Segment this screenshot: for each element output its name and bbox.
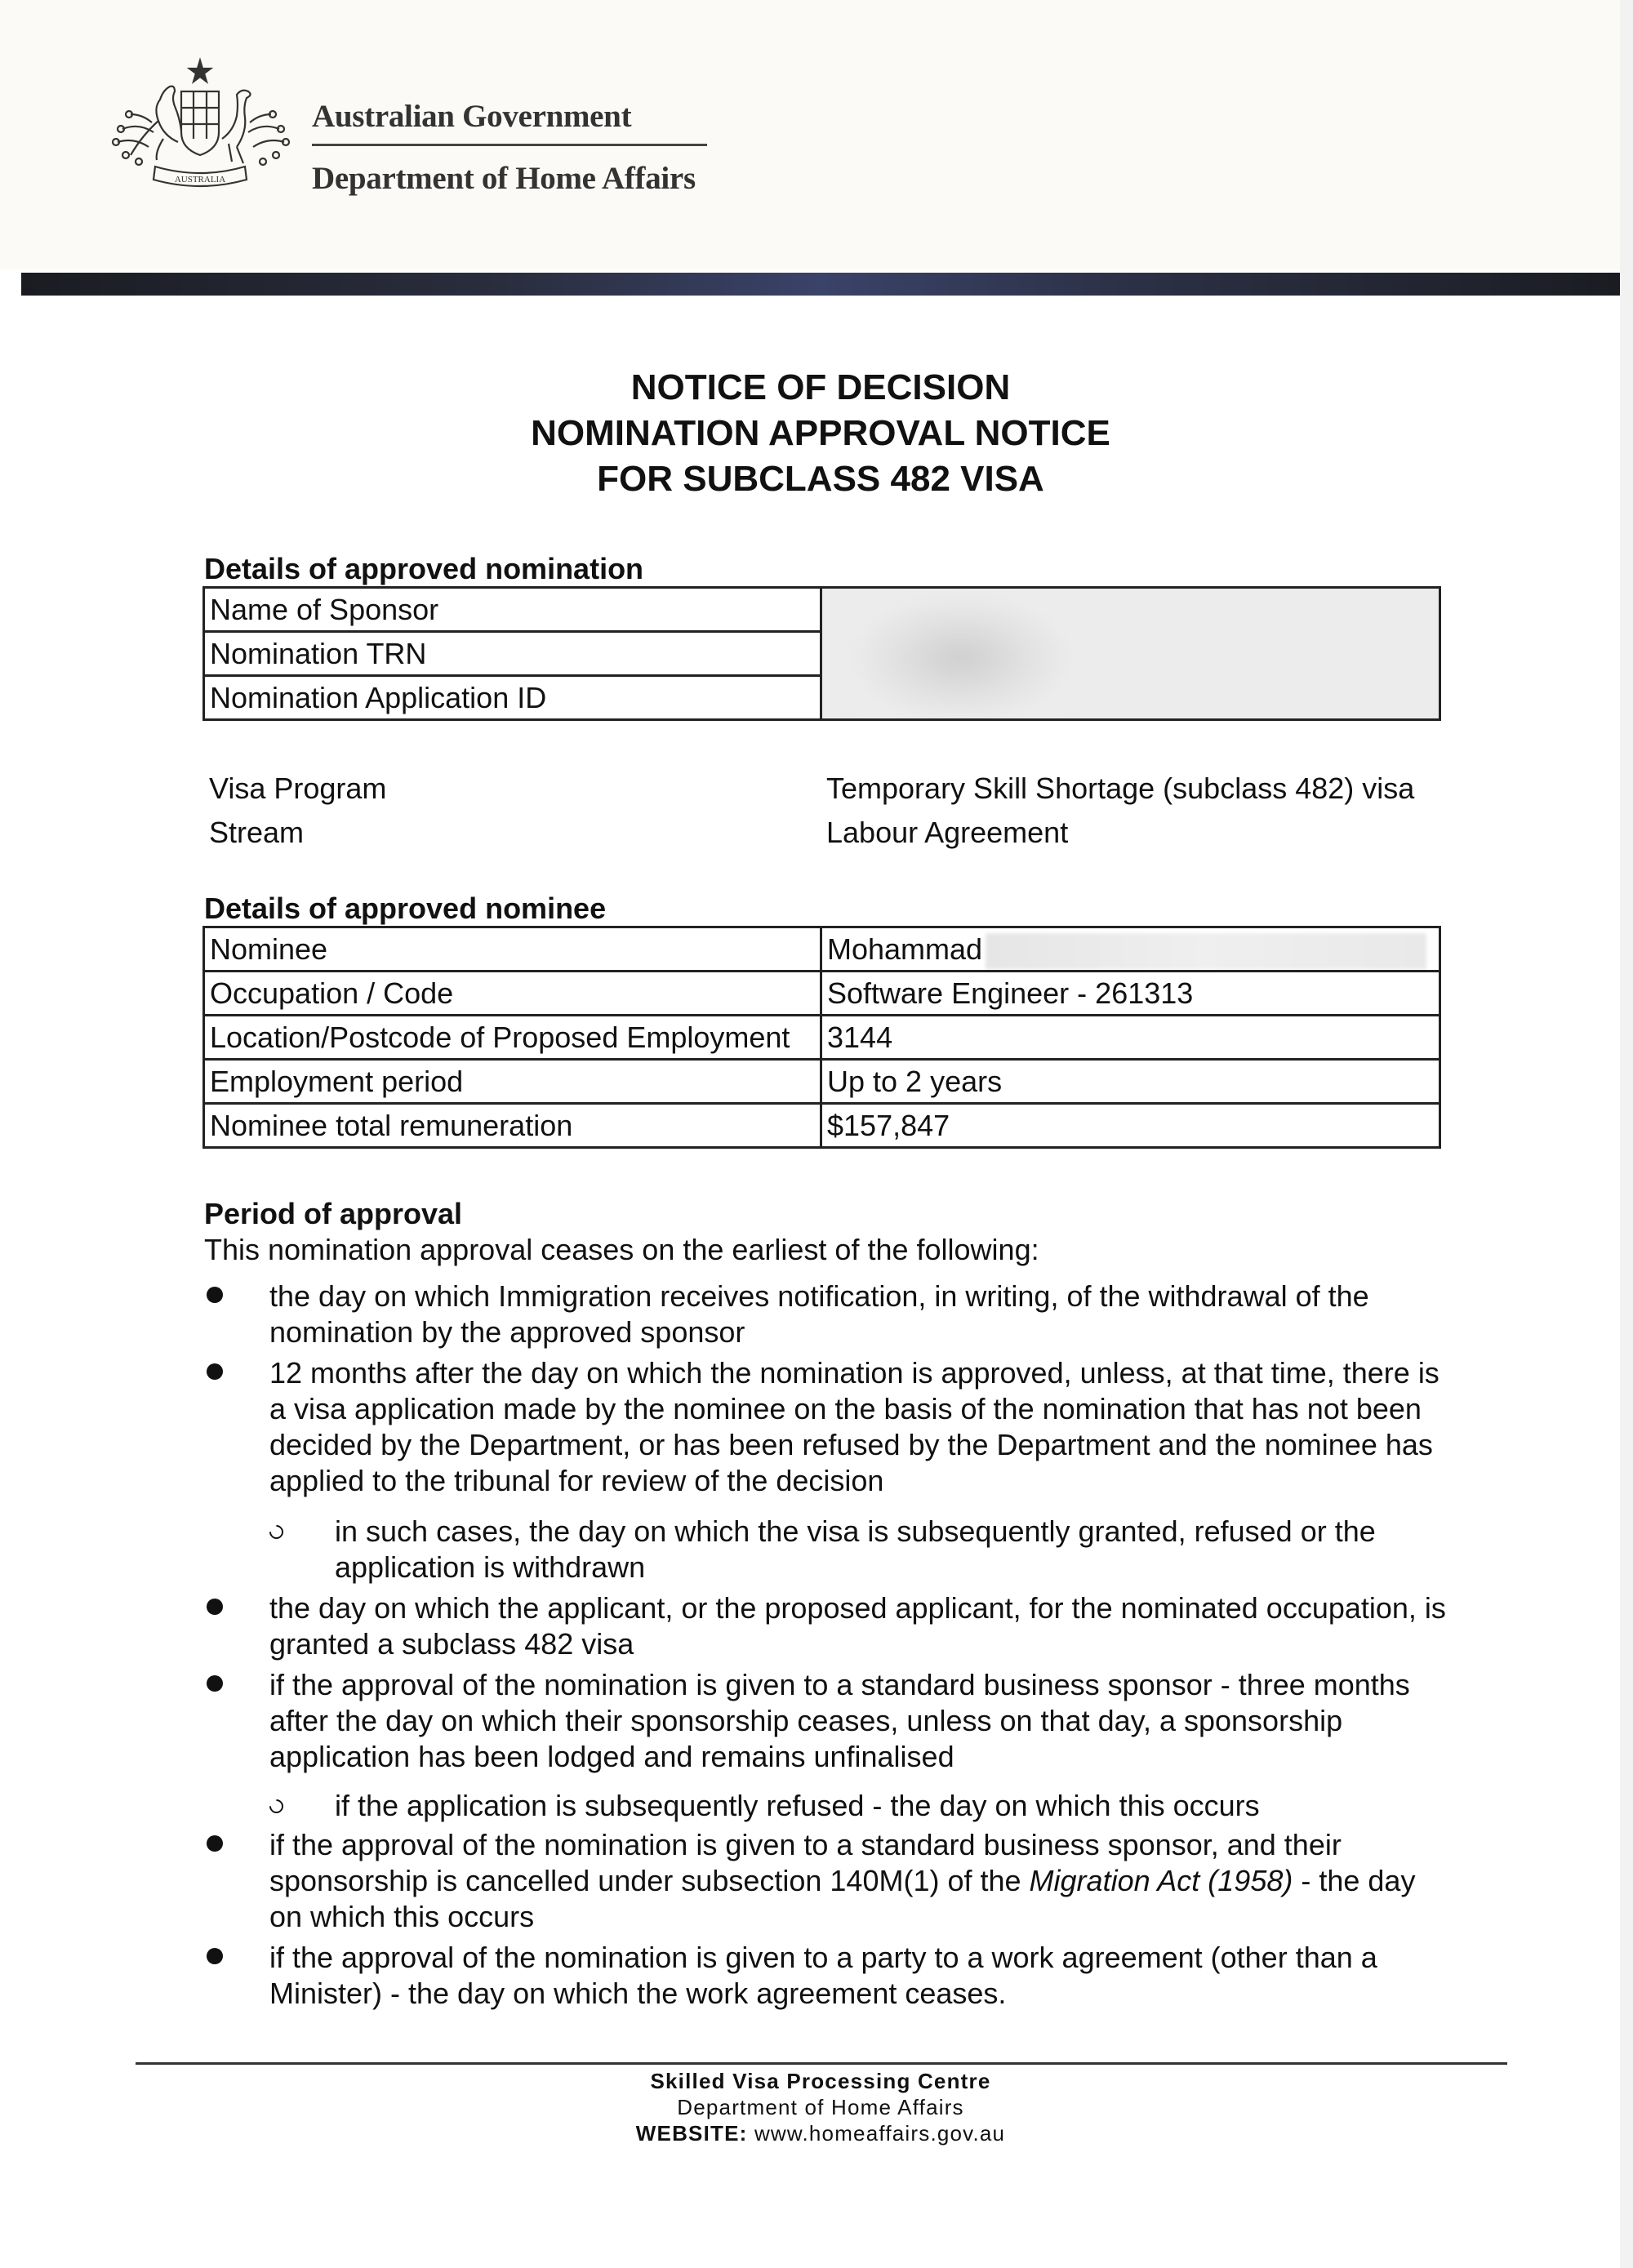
footer-website-line (0, 2120, 1633, 2146)
period-list (204, 1279, 1453, 2012)
bullet-text: if the approval of the nomination is given to a standard business sponsor, and their sponsorship is cancelled under subsection 140M(1) of the (269, 1828, 1342, 1897)
header-banner (21, 273, 1620, 296)
visa-program-value: Temporary Skill Shortage (subclass 482) visa (826, 772, 1415, 805)
bullet-icon (207, 1948, 223, 1964)
document-title (0, 365, 1633, 502)
bullet-icon (207, 1287, 223, 1303)
government-name: Australian Government (312, 99, 632, 134)
table-label: Location/Postcode of Proposed Employment (204, 1016, 821, 1060)
period-intro: This nomination approval ceases on the earliest of the following: (204, 1233, 1039, 1266)
list-item: 12 months after the day on which the nomination is approved, unless, at that time, there is a visa application made by the nominee on the basis of the nomination that has not been decided by the Department, or has been refused by the Department and the nominee has applied to the tribunal for review of the decision (204, 1355, 1453, 1499)
table-row (204, 972, 1440, 1016)
table-value: Mohammad (827, 932, 983, 966)
table-value: $157,847 (821, 1104, 1440, 1148)
table-row (204, 927, 1440, 972)
table-label: Nomination TRN (204, 632, 821, 676)
act-title: Migration Act (1958) (1029, 1864, 1293, 1897)
table-label: Nomination Application ID (204, 676, 821, 720)
table-value: 3144 (821, 1016, 1440, 1060)
crest-ribbon-text: AUSTRALIA (174, 175, 226, 185)
nominee-heading: Details of approved nominee (204, 892, 607, 925)
list-item: if the approval of the nomination is given to a standard business sponsor - three months after the day on which their sponsorship ceases, unless on that day, a sponsorship application has been lodged and remains unfinalised (204, 1667, 1453, 1775)
bullet-text: - the day on which this occurs (269, 1864, 1416, 1933)
period-heading: Period of approval (204, 1197, 463, 1230)
footer-centre: Skilled Visa Processing Centre (650, 2069, 991, 2093)
table-row (204, 1104, 1440, 1148)
stream-value: Labour Agreement (826, 816, 1069, 849)
title-line: FOR SUBCLASS 482 VISA (597, 459, 1044, 499)
list-item: if the application is subsequently refused - the day on which this occurs (204, 1788, 1453, 1824)
redacted-surname (986, 933, 1426, 969)
table-row (204, 1016, 1440, 1060)
bullet-icon (207, 1599, 223, 1615)
footer-department: Department of Home Affairs (677, 2095, 964, 2119)
list-item (204, 1827, 1453, 1935)
letterhead-divider (312, 144, 707, 146)
bullet-icon (207, 1363, 223, 1380)
letterhead (0, 0, 1633, 269)
title-line: NOTICE OF DECISION (630, 367, 1011, 407)
department-name: Department of Home Affairs (312, 161, 696, 196)
bullet-icon (207, 1835, 223, 1852)
table-label: Name of Sponsor (204, 588, 821, 632)
list-item: the day on which the applicant, or the proposed applicant, for the nominated occupation, is granted a subclass 482 visa (204, 1590, 1453, 1662)
list-item: the day on which Immigration receives notification, in writing, of the withdrawal of the nomination by the approved sponsor (204, 1279, 1453, 1350)
table-value: Up to 2 years (821, 1060, 1440, 1104)
table-label: Occupation / Code (204, 972, 821, 1016)
list-item: if the approval of the nomination is given to a party to a work agreement (other than a Minister) - the day on which the work agreement ceases. (204, 1940, 1453, 2012)
table-row (204, 588, 1440, 632)
table-label: Nominee (204, 927, 821, 972)
nominee-table (202, 926, 1441, 1149)
website-link[interactable]: www.homeaffairs.gov.au (754, 2121, 1006, 2146)
page-edge (1620, 0, 1633, 2268)
bullet-icon (207, 1675, 223, 1692)
footer (0, 2068, 1633, 2146)
table-label: Employment period (204, 1060, 821, 1104)
list-item: in such cases, the day on which the visa is subsequently granted, refused or the application is withdrawn (204, 1514, 1453, 1585)
stream-label: Stream (209, 816, 305, 849)
table-value: Software Engineer - 261313 (821, 972, 1440, 1016)
visa-program-label: Visa Program (209, 772, 387, 805)
nomination-table (202, 586, 1441, 721)
website-label: WEBSITE: (635, 2121, 748, 2146)
table-row (204, 1060, 1440, 1104)
sub-bullet-icon (266, 1522, 286, 1541)
sub-bullet-icon (266, 1796, 286, 1816)
nomination-heading: Details of approved nomination (204, 552, 644, 585)
redacted-sponsor-details (821, 588, 1440, 720)
table-label: Nominee total remuneration (204, 1104, 821, 1148)
coat-of-arms-icon (106, 57, 294, 200)
nominee-name-cell (821, 927, 1440, 972)
title-line: NOMINATION APPROVAL NOTICE (531, 413, 1110, 453)
footer-divider (136, 2062, 1507, 2065)
